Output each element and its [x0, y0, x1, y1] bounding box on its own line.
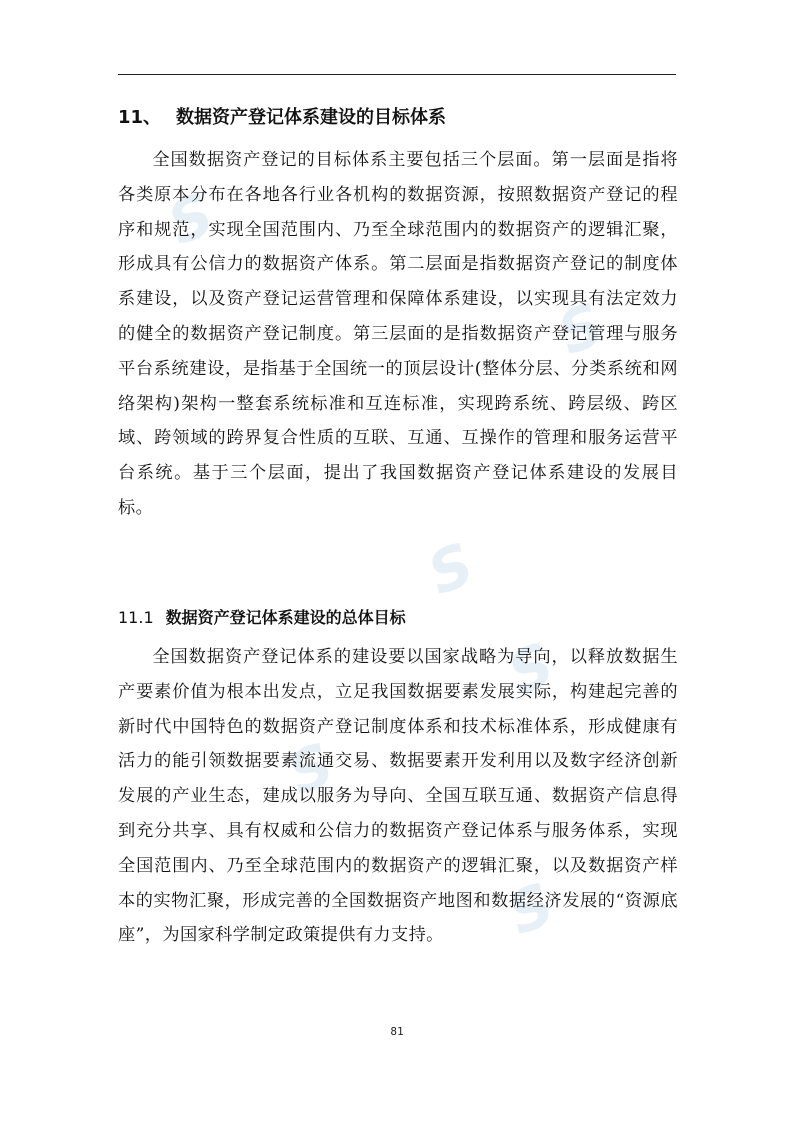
section-title: 数据资产登记体系建设的目标体系	[176, 107, 446, 128]
body-paragraph-2: 全国数据资产登记体系的建设要以国家战略为导向，以释放数据生产要素价值为根本出发点，立足我国数据要素发展实际，构建起完善的新时代中国特色的数据资产登记制度体系和技术标准体系，形成健康有活力的能引领数据要素流通交易、数据要素开发利用以及数字经济创新发展的产业生态，建成以服务为导向、全国互联互通、数据资产信息得到充分共享、具有权威和公信力的数据资产登记体系与服务体系，实现全国范围内、乃至全球范围内的数据资产的逻辑汇聚，以及数据资产样本的实物汇聚，形成完善的全国数据资产地图和数据经济发展的“资源底座”，为国家科学制定政策提供有力支持。	[118, 647, 678, 946]
page-number: 81	[390, 1025, 404, 1038]
body-paragraph-1: 全国数据资产登记的目标体系主要包括三个层面。第一层面是指将各类原本分布在各地各行业各机构的数据资源，按照数据资产登记的程序和规范，实现全国范围内、乃至全球范围内的数据资产的逻辑汇聚，形成具有公信力的数据资产体系。第二层面是指数据资产登记的制度体系建设，以及资产登记运营管理和保障体系建设，以实现具有法定效力的健全的数据资产登记制度。第三层面的是指数据资产登记管理与服务平台系统建设，是指基于全国统一的顶层设计(整体分层、分类系统和网络架构)架构一整套系统标准和互连标准，实现跨系统、跨层级、跨区域、跨领域的跨界复合性质的互联、互通、互操作的管理和服务运营平台系统。基于三个层面，提出了我国数据资产登记体系建设的发展目标。	[118, 150, 678, 518]
watermark-logo: S	[158, 179, 223, 259]
watermark-logo: S	[498, 869, 563, 949]
subsection-title: 数据资产登记体系建设的总体目标	[165, 608, 406, 627]
subsection-number: 11.1	[118, 608, 154, 627]
watermark-logo: S	[418, 529, 483, 609]
header-rule	[118, 74, 676, 75]
watermark-logo: S	[498, 629, 563, 709]
watermark-logo: S	[548, 289, 613, 369]
watermark-logo: S	[278, 729, 343, 809]
section-number: 11、	[118, 107, 162, 128]
subsection-heading	[118, 604, 678, 632]
section-heading	[118, 104, 678, 132]
